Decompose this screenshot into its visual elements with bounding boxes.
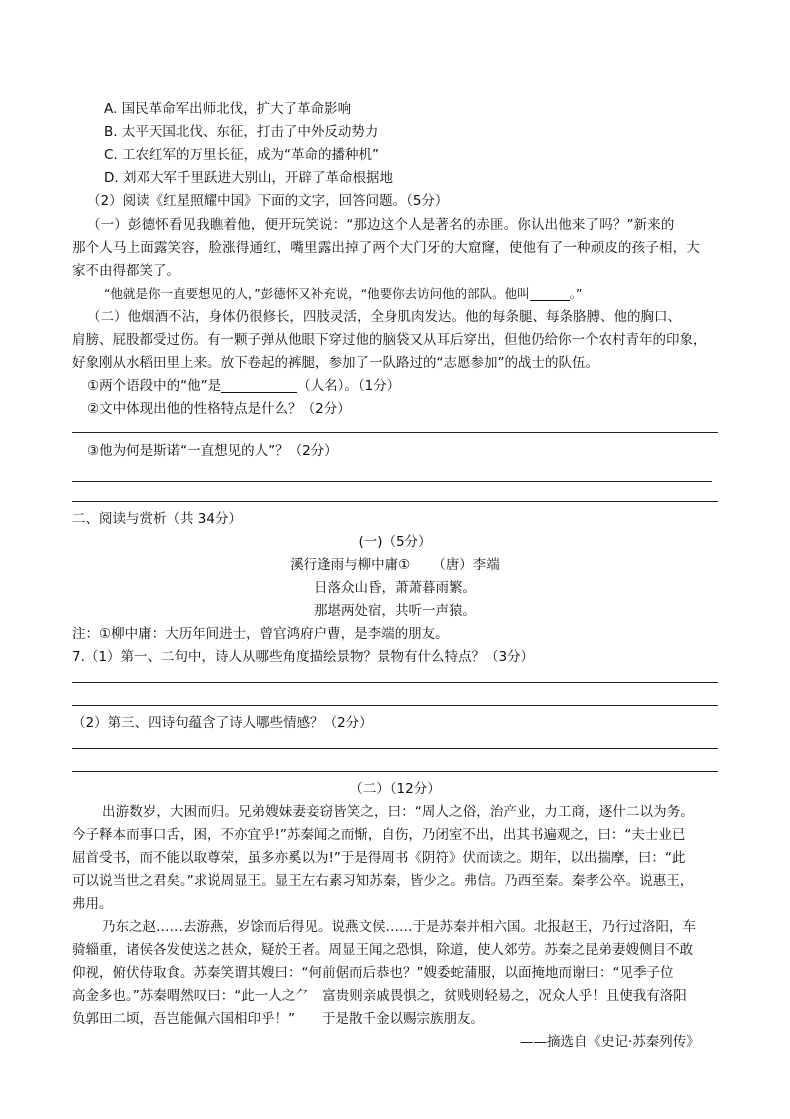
passage2-line: 好象刚从水稻田里上来。放下卷起的裤腿，参加了一队路过的“志愿参加”的战士的队伍。 xyxy=(72,355,599,371)
prose-line: 高金多也。”苏秦喟然叹曰：“此一人之⺈ 富贵则亲戚畏惧之，贫贱则轻易之，况众人乎！且使我有洛阳 xyxy=(72,988,687,1004)
section2-heading: 二、阅读与赏析（共 34分） xyxy=(72,511,242,527)
poem-title-row xyxy=(0,555,790,575)
prose-part-label: （二）（12分） xyxy=(349,781,441,797)
poem-author: （唐）李端 xyxy=(432,557,500,573)
answer-line[interactable] xyxy=(72,771,718,772)
poem-line: 那堪两处宿，共听一声猿。 xyxy=(314,603,476,619)
prose-line: 负郭田二顷，吾岂能佩六国相印乎！” 于是散千金以赐宗族朋友。 xyxy=(72,1011,484,1027)
q7-part1: 7.（1）第一、二句中，诗人从哪些角度描绘景物？景物有什么特点？（3分） xyxy=(72,649,535,665)
answer-line[interactable] xyxy=(72,501,718,502)
prose-line: 屈首受书，而不能以取尊荣，虽多亦奚以为!”于是得周书《阴符》伏而读之。期年，以出揣摩，曰：“此 xyxy=(72,850,686,866)
answer-line[interactable] xyxy=(72,705,718,706)
answer-line[interactable] xyxy=(72,748,718,749)
answer-line[interactable] xyxy=(72,682,718,683)
option-a: A. 国民革命军出师北伐，扩大了革命影响 xyxy=(104,101,352,117)
q2-intro: （2）阅读《红星照耀中国》下面的文字，回答问题。（5分） xyxy=(87,193,449,209)
answer-blank[interactable] xyxy=(530,286,570,301)
answer-blank[interactable] xyxy=(221,378,297,393)
q7-part2: （2）第三、四诗句蕴含了诗人哪些情感？（2分） xyxy=(72,715,373,731)
option-c: C. 工农红军的万里长征，成为“革命的播种机” xyxy=(104,147,379,163)
quote-text-before: “他就是你一直要想见的人，”彭德怀又补充说，“他要你去访问他的部队。他叫 xyxy=(104,286,530,301)
q2-sub2: ②文中体现出他的性格特点是什么？（2分） xyxy=(87,401,351,417)
passage2-line: （二）他烟酒不沾，身体仍很修长，四肢灵活，全身肌肉发达。他的每条腿、每条胳膊、他的胸口、 xyxy=(87,309,681,325)
poem-part-label: (一)（5分） xyxy=(358,534,432,550)
prose-line: 可以说当世之君矣。”求说周显王。显王左右素习知苏秦，皆少之。弗信。乃西至秦。秦孝公卒。说惠王， xyxy=(72,873,694,889)
answer-line[interactable] xyxy=(72,481,712,482)
passage2-line: 肩膀、屁股都受过伤。有一颗子弹从他眼下穿过他的脑袋又从耳后穿出，但他仍给你一个农村青年的印象， xyxy=(72,332,707,348)
prose-line: 骑辎重，诸侯各发使送之甚众，疑於王者。周显王闻之恐惧，除道，使人郊劳。苏秦之昆弟妻嫂侧目不敢 xyxy=(72,942,693,958)
prose-line: 仰视，俯伏侍取食。苏秦笑谓其嫂曰：“何前倨而后恭也？”嫂委蛇蒲服，以面掩地而谢曰：“见季子位 xyxy=(72,965,674,981)
q2-sub3: ③他为何是斯诺“一直想见的人”？（2分） xyxy=(87,443,338,459)
option-d: D. 刘邓大军千里跃进大别山，开辟了革命根据地 xyxy=(104,170,393,186)
q2-sub1-score: （人名）。（1分） xyxy=(297,378,401,394)
answer-line[interactable] xyxy=(72,432,718,433)
poem-title: 溪行逢雨与柳中庸① xyxy=(290,557,411,573)
passage1-quote xyxy=(104,284,582,304)
prose-line: 出游数岁，大困而归。兄弟嫂妹妻妾窃皆笑之，曰：“周人之俗，治产业，力工商，逐什二以为务。 xyxy=(102,804,694,820)
prose-line: 乃东之赵……去游燕，岁馀而后得见。说燕文侯……于是苏秦并相六国。北报赵王，乃行过洛阳，车 xyxy=(102,919,696,935)
option-b: B. 太平天国北伐、东征，打击了中外反动势力 xyxy=(104,124,379,140)
passage1-line: 家不由得都笑了。 xyxy=(72,263,180,279)
q2-sub1-text: ①两个语段中的“他”是 xyxy=(87,378,222,394)
prose-line: 今子释本而事口舌，困，不亦宜乎!”苏秦闻之而惭，自伤，乃闭室不出，出其书遍观之，曰：“夫士业已 xyxy=(72,827,686,843)
passage1-line: 那个人马上面露笑容，脸涨得通红，嘴里露出掉了两个大门牙的大窟窿，使他有了一种顽皮的孩子相，大 xyxy=(72,240,700,256)
prose-line: 弗用。 xyxy=(72,896,113,912)
passage1-line: （一）彭德怀看见我瞧着他，便开玩笑说：“那边这个人是著名的赤匪。你认出他来了吗？”新来的 xyxy=(87,217,675,233)
poem-note: 注：①柳中庸：大历年间进士，曾官鸿府户曹，是李端的朋友。 xyxy=(72,626,449,642)
q2-sub1 xyxy=(87,376,400,396)
prose-source: ——摘选自《史记·苏秦列传》 xyxy=(520,1034,700,1050)
quote-text-after: 。” xyxy=(569,286,583,301)
poem-line: 日落众山昏，萧萧暮雨繁。 xyxy=(314,580,476,596)
